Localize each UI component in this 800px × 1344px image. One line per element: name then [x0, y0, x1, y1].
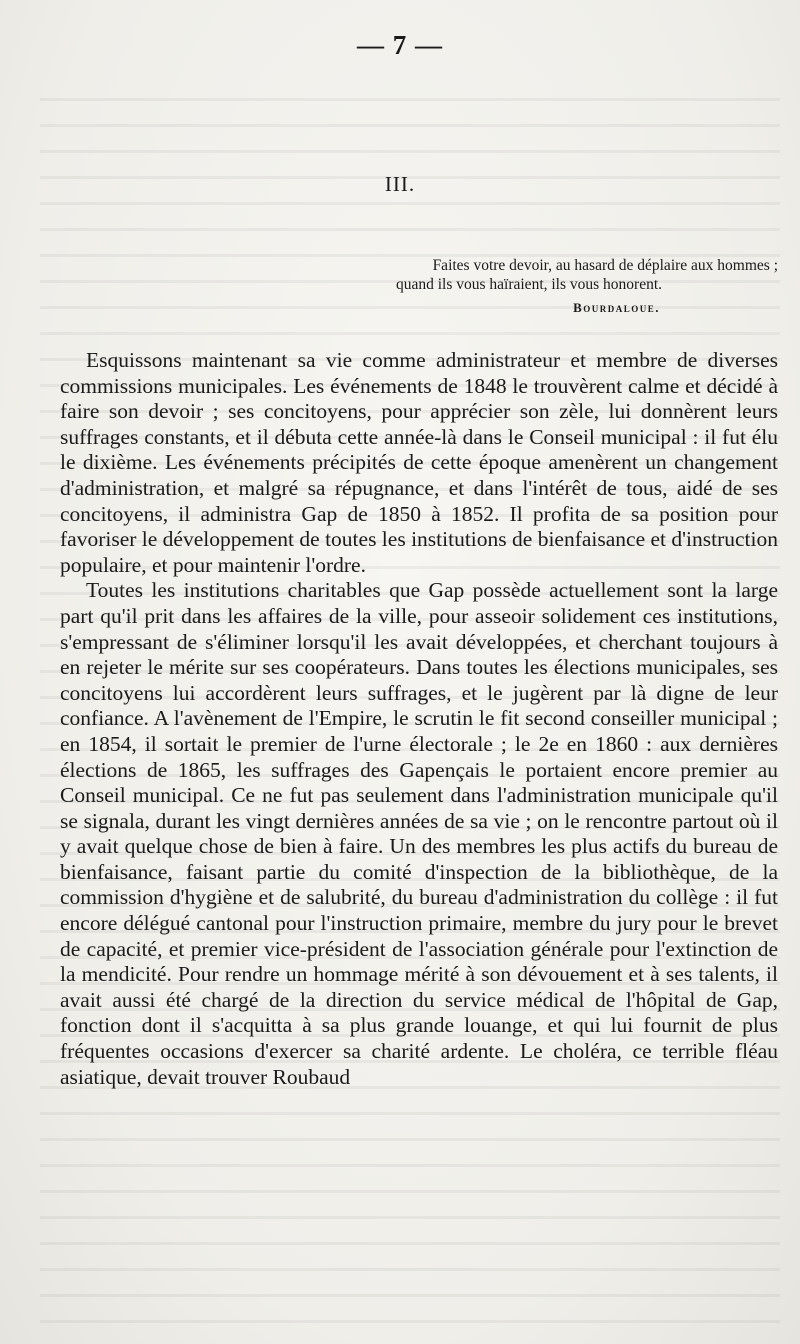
epigraph	[250, 256, 778, 294]
epigraph-line-1: Faites votre devoir, au hasard de déplaire aux hommes ;	[432, 257, 778, 274]
paragraph: Toutes les institutions charitables que Gap possède actuellement sont la large part qu'il prit dans les affaires de la ville, pour asseoir solidement ces institutions, s'empressant de s'éliminer lorsqu'il les avait développées, et cherchant toujours à en rejeter le mérite sur ses coopérateurs. Dans toutes les élections municipales, ses concitoyens lui accordèrent leurs suffrages, et le jugèrent par là digne de leur confiance. A l'avènement de l'Empire, le scrutin le fit second conseiller municipal ; en 1854, il sortait le premier de l'urne électorale ; le 2e en 1860 : aux dernières élections de 1865, les suffrages des Gapençais le portaient encore premier au Conseil municipal. Ce ne fut pas seulement dans l'administration municipale qu'il se signala, durant les vingt dernières années de sa vie ; on le rencontre partout où il y avait quelque chose de bien à faire. Un des membres les plus actifs du bureau de bienfaisance, faisant partie du comité d'inspection de la bibliothèque, de la commission d'hygiène et de salubrité, du bureau d'administration du collège : il fut encore délégué cantonal pour l'instruction primaire, membre du jury pour le brevet de capacité, et premier vice-président de l'association générale pour l'extinction de la mendicité. Pour rendre un hommage mérité à son dévouement et à ses talents, il avait aussi été chargé de la direction du service médical de l'hôpital de Gap, fonction dont il s'acquitta à sa plus grande louange, et qui lui fournit de plus fréquentes occasions d'exercer sa charité ardente. Le choléra, ce terrible fléau asiatique, devait trouver Roubaud	[60, 578, 778, 1089]
page-number: — 7 —	[357, 30, 443, 60]
section-heading: III.	[384, 172, 416, 196]
body-text	[60, 348, 778, 1090]
epigraph-author: Bourdaloue.	[573, 300, 660, 315]
paragraph: Esquissons maintenant sa vie comme administrateur et membre de diverses commissions municipales. Les événements de 1848 le trouvèrent calme et décidé à faire son devoir ; ses concitoyens, pour apprécier son zèle, lui donnèrent leurs suffrages constants, et il débuta cette année-là dans le Conseil municipal : il fut élu le dixième. Les événements précipités de cette époque amenèrent un changement d'administration, et malgré sa répugnance, et dans l'intérêt de tous, aidé de ses concitoyens, il administra Gap de 1850 à 1852. Il profita de sa position pour favoriser le développement de toutes les institutions de bienfaisance et d'instruction populaire, et pour maintenir l'ordre.	[60, 348, 778, 577]
epigraph-line-2: quand ils vous haïraient, ils vous honorent.	[395, 276, 663, 293]
